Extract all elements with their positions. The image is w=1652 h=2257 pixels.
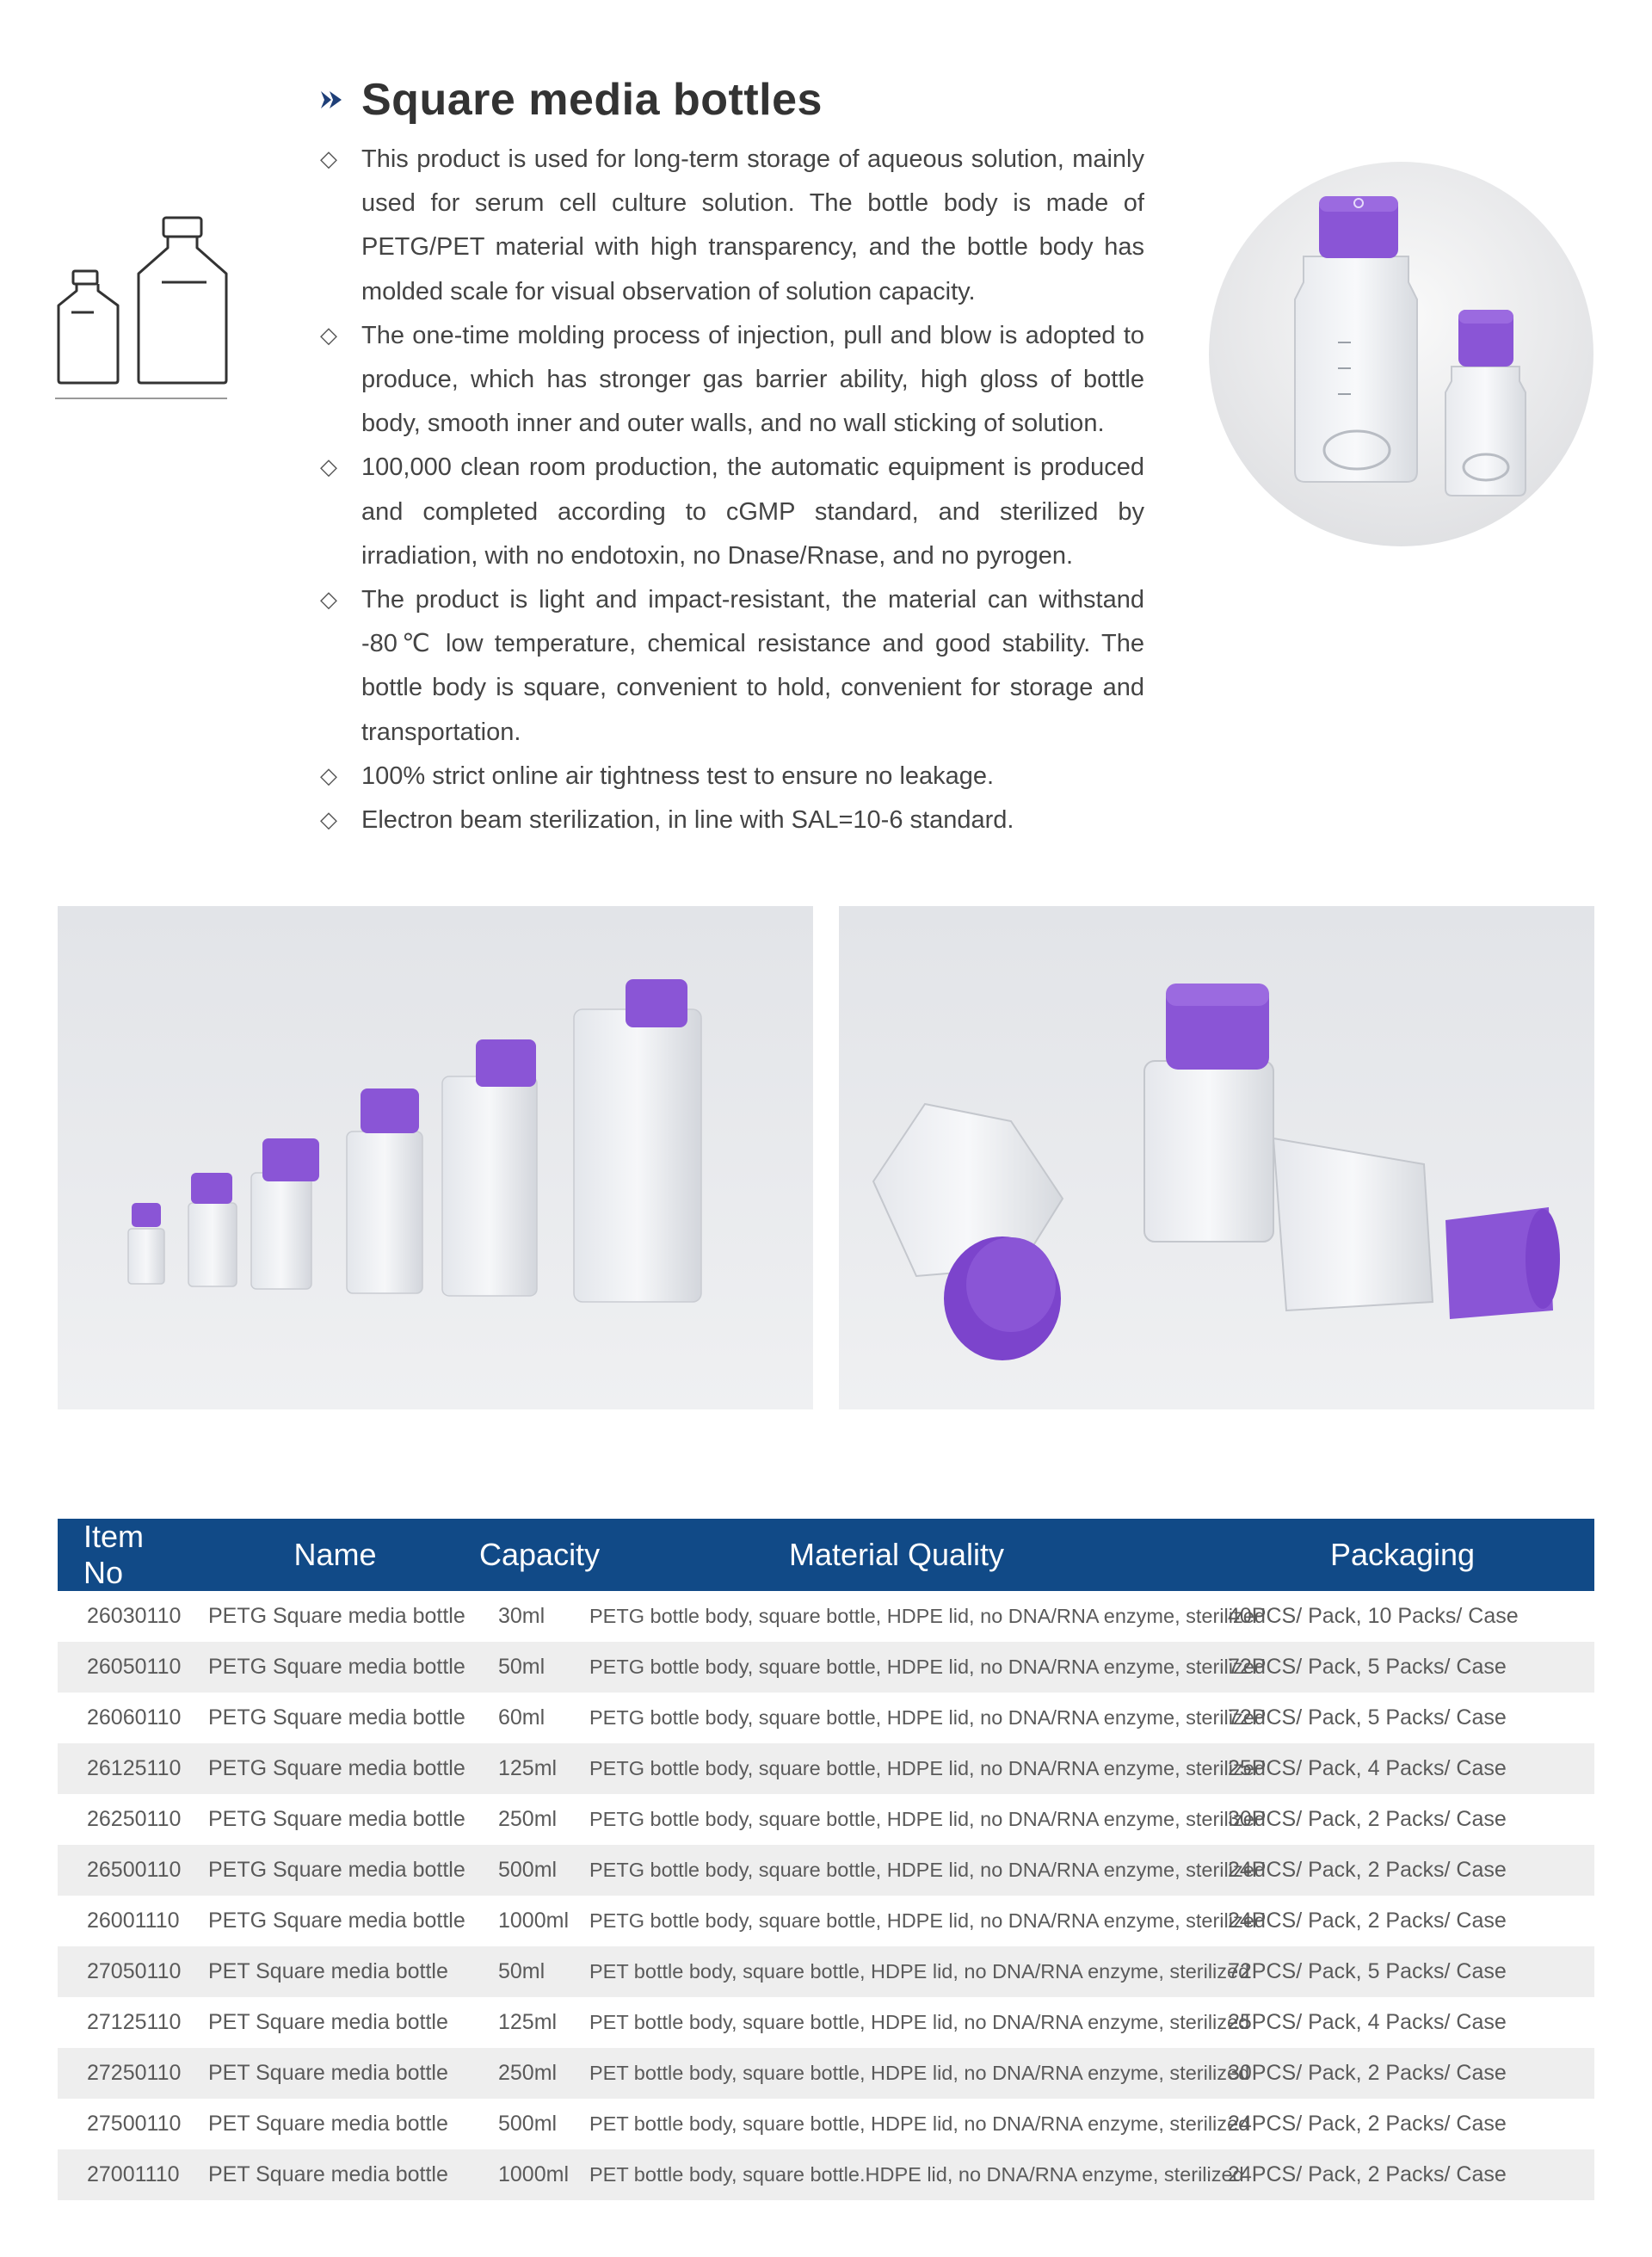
cell-material: PETG bottle body, square bottle, HDPE lid, no DNA/RNA enzyme, sterilized — [589, 1808, 1266, 1830]
table-row — [58, 1794, 1594, 1845]
cell-name: PET Square media bottle — [208, 1959, 448, 1983]
product-lineup-photo — [58, 906, 813, 1409]
cell-material: PET bottle body, square bottle, HDPE lid, no DNA/RNA enzyme, sterilized — [589, 2011, 1250, 2033]
cell-capacity: 50ml — [498, 1959, 546, 1983]
cell-capacity: 125ml — [498, 2010, 558, 2034]
cell-item-no: 27050110 — [87, 1959, 182, 1983]
cell-material: PET bottle body, square bottle, HDPE lid, no DNA/RNA enzyme, sterilized — [589, 1960, 1250, 1983]
cell-material: PETG bottle body, square bottle, HDPE lid, no DNA/RNA enzyme, sterilized — [589, 1909, 1266, 1932]
diamond-bullet-icon: ◇ — [320, 322, 337, 348]
cell-item-no: 26125110 — [87, 1756, 182, 1780]
table-row — [58, 1946, 1594, 1997]
feature-text: This product is used for long-term storage of aqueous solution, mainly used for serum cell culture solution. The bottle body is made of PETG/PET material with high transparency, and the bottle body has molded scale for visual observation of solution capacity. — [361, 145, 1144, 305]
cell-item-no: 26500110 — [87, 1858, 182, 1882]
list-item — [318, 755, 1144, 799]
cell-packaging: 72PCS/ Pack, 5 Packs/ Case — [1228, 1655, 1507, 1679]
cell-material: PETG bottle body, square bottle, HDPE lid, no DNA/RNA enzyme, sterilized — [589, 1706, 1266, 1729]
cell-packaging: 40PCS/ Pack, 10 Packs/ Case — [1228, 1604, 1519, 1628]
cell-packaging: 72PCS/ Pack, 5 Packs/ Case — [1228, 1705, 1507, 1730]
cell-material: PETG bottle body, square bottle, HDPE lid, no DNA/RNA enzyme, sterilized — [589, 1605, 1266, 1627]
cell-item-no: 26050110 — [87, 1655, 182, 1679]
double-chevron-right-icon — [318, 87, 344, 113]
feature-text: The product is light and impact-resistant, the material can withstand -80℃ low temperature, chemical resistance and good stability. The bottle body is square, convenient to hold, convenient for storage and transportation. — [361, 586, 1144, 746]
table-row — [58, 1896, 1594, 1946]
cell-packaging: 24PCS/ Pack, 2 Packs/ Case — [1228, 2112, 1507, 2136]
cell-packaging: 24PCS/ Pack, 2 Packs/ Case — [1228, 1858, 1507, 1882]
cell-capacity: 125ml — [498, 1756, 558, 1780]
cell-name: PETG Square media bottle — [208, 1705, 465, 1730]
cell-packaging: 25PCS/ Pack, 4 Packs/ Case — [1228, 2010, 1507, 2034]
cell-capacity: 250ml — [498, 1807, 558, 1831]
page-title: Square media bottles — [361, 75, 823, 125]
product-detail-photo — [839, 906, 1594, 1409]
cell-material: PET bottle body, square bottle.HDPE lid, no DNA/RNA enzyme, sterilized — [589, 2163, 1244, 2186]
cell-name: PETG Square media bottle — [208, 1858, 465, 1882]
cell-name: PETG Square media bottle — [208, 1909, 465, 1933]
feature-text: 100% strict online air tightness test to ensure no leakage. — [361, 762, 995, 790]
cell-name: PET Square media bottle — [208, 2112, 448, 2136]
list-item — [318, 446, 1144, 578]
list-item — [318, 314, 1144, 447]
cell-capacity: 60ml — [498, 1705, 546, 1730]
cell-name: PETG Square media bottle — [208, 1807, 465, 1831]
table-row — [58, 2149, 1594, 2200]
diamond-bullet-icon: ◇ — [320, 146, 337, 172]
product-photo-circle — [1209, 162, 1593, 546]
column-header-material: Material Quality — [788, 1537, 1005, 1572]
column-header-packaging: Packaging — [1329, 1537, 1476, 1572]
cell-name: PET Square media bottle — [208, 2061, 448, 2085]
cell-item-no: 27001110 — [87, 2162, 180, 2186]
cell-capacity: 1000ml — [498, 1909, 569, 1933]
cell-material: PET bottle body, square bottle, HDPE lid, no DNA/RNA enzyme, sterilized — [589, 2062, 1250, 2084]
cell-capacity: 30ml — [498, 1604, 546, 1628]
cell-packaging: 24PCS/ Pack, 2 Packs/ Case — [1228, 1909, 1507, 1933]
cell-material: PETG bottle body, square bottle, HDPE lid, no DNA/RNA enzyme, sterilized — [589, 1859, 1266, 1881]
cell-item-no: 27125110 — [87, 2010, 182, 2034]
bottles-outline-icon — [55, 215, 232, 409]
table-row — [58, 1743, 1594, 1794]
cell-item-no: 26030110 — [87, 1604, 182, 1628]
product-table — [58, 1519, 1594, 2200]
cell-name: PET Square media bottle — [208, 2010, 448, 2034]
diamond-bullet-icon: ◇ — [320, 807, 337, 834]
cell-item-no: 26250110 — [87, 1807, 182, 1831]
cell-name: PETG Square media bottle — [208, 1604, 465, 1628]
cell-item-no: 27250110 — [87, 2061, 182, 2085]
cell-packaging: 30PCS/ Pack, 2 Packs/ Case — [1228, 2061, 1507, 2085]
cell-item-no: 26001110 — [87, 1909, 180, 1933]
column-header-item-no: Item No — [83, 1519, 145, 1590]
table-row — [58, 2048, 1594, 2099]
cell-packaging: 72PCS/ Pack, 5 Packs/ Case — [1228, 1959, 1507, 1983]
table-row — [58, 1997, 1594, 2048]
table-row — [58, 2099, 1594, 2149]
list-item — [318, 138, 1144, 314]
cell-name: PETG Square media bottle — [208, 1756, 465, 1780]
feature-text: The one-time molding process of injection, pull and blow is adopted to produce, which has stronger gas barrier ability, high gloss of bottle body, smooth inner and outer walls, and no wall sticking of solution. — [361, 321, 1144, 438]
cell-material: PETG bottle body, square bottle, HDPE lid, no DNA/RNA enzyme, sterilized — [589, 1757, 1266, 1779]
column-header-name: Name — [293, 1537, 377, 1572]
cell-capacity: 500ml — [498, 2112, 558, 2136]
cell-name: PETG Square media bottle — [208, 1655, 465, 1679]
section-header — [318, 69, 823, 131]
table-row — [58, 1642, 1594, 1693]
cell-material: PET bottle body, square bottle, HDPE lid, no DNA/RNA enzyme, sterilized — [589, 2112, 1250, 2135]
feature-list — [318, 138, 1144, 842]
cell-item-no: 26060110 — [87, 1705, 182, 1730]
cell-item-no: 27500110 — [87, 2112, 182, 2136]
diamond-bullet-icon: ◇ — [320, 587, 337, 614]
list-item — [318, 799, 1144, 842]
table-header-row — [58, 1519, 1594, 1591]
cell-name: PET Square media bottle — [208, 2162, 448, 2186]
feature-text: Electron beam sterilization, in line with SAL=10-6 standard. — [361, 806, 1014, 835]
list-item — [318, 578, 1144, 755]
table-row — [58, 1845, 1594, 1896]
cell-capacity: 250ml — [498, 2061, 558, 2085]
cell-capacity: 50ml — [498, 1655, 546, 1679]
cell-packaging: 30PCS/ Pack, 2 Packs/ Case — [1228, 1807, 1507, 1831]
table-row — [58, 1591, 1594, 1642]
diamond-bullet-icon: ◇ — [320, 454, 337, 481]
cell-capacity: 1000ml — [498, 2162, 569, 2186]
cell-material: PETG bottle body, square bottle, HDPE lid, no DNA/RNA enzyme, sterilized — [589, 1656, 1266, 1678]
cell-packaging: 25PCS/ Pack, 4 Packs/ Case — [1228, 1756, 1507, 1780]
cell-packaging: 24PCS/ Pack, 2 Packs/ Case — [1228, 2162, 1507, 2186]
cell-capacity: 500ml — [498, 1858, 558, 1882]
table-row — [58, 1693, 1594, 1743]
feature-text: 100,000 clean room production, the automatic equipment is produced and completed according to cGMP standard, and sterilized by irradiation, with no endotoxin, no Dnase/Rnase, and no pyrogen. — [361, 453, 1144, 570]
column-header-capacity: Capacity — [479, 1537, 601, 1572]
diamond-bullet-icon: ◇ — [320, 762, 337, 789]
